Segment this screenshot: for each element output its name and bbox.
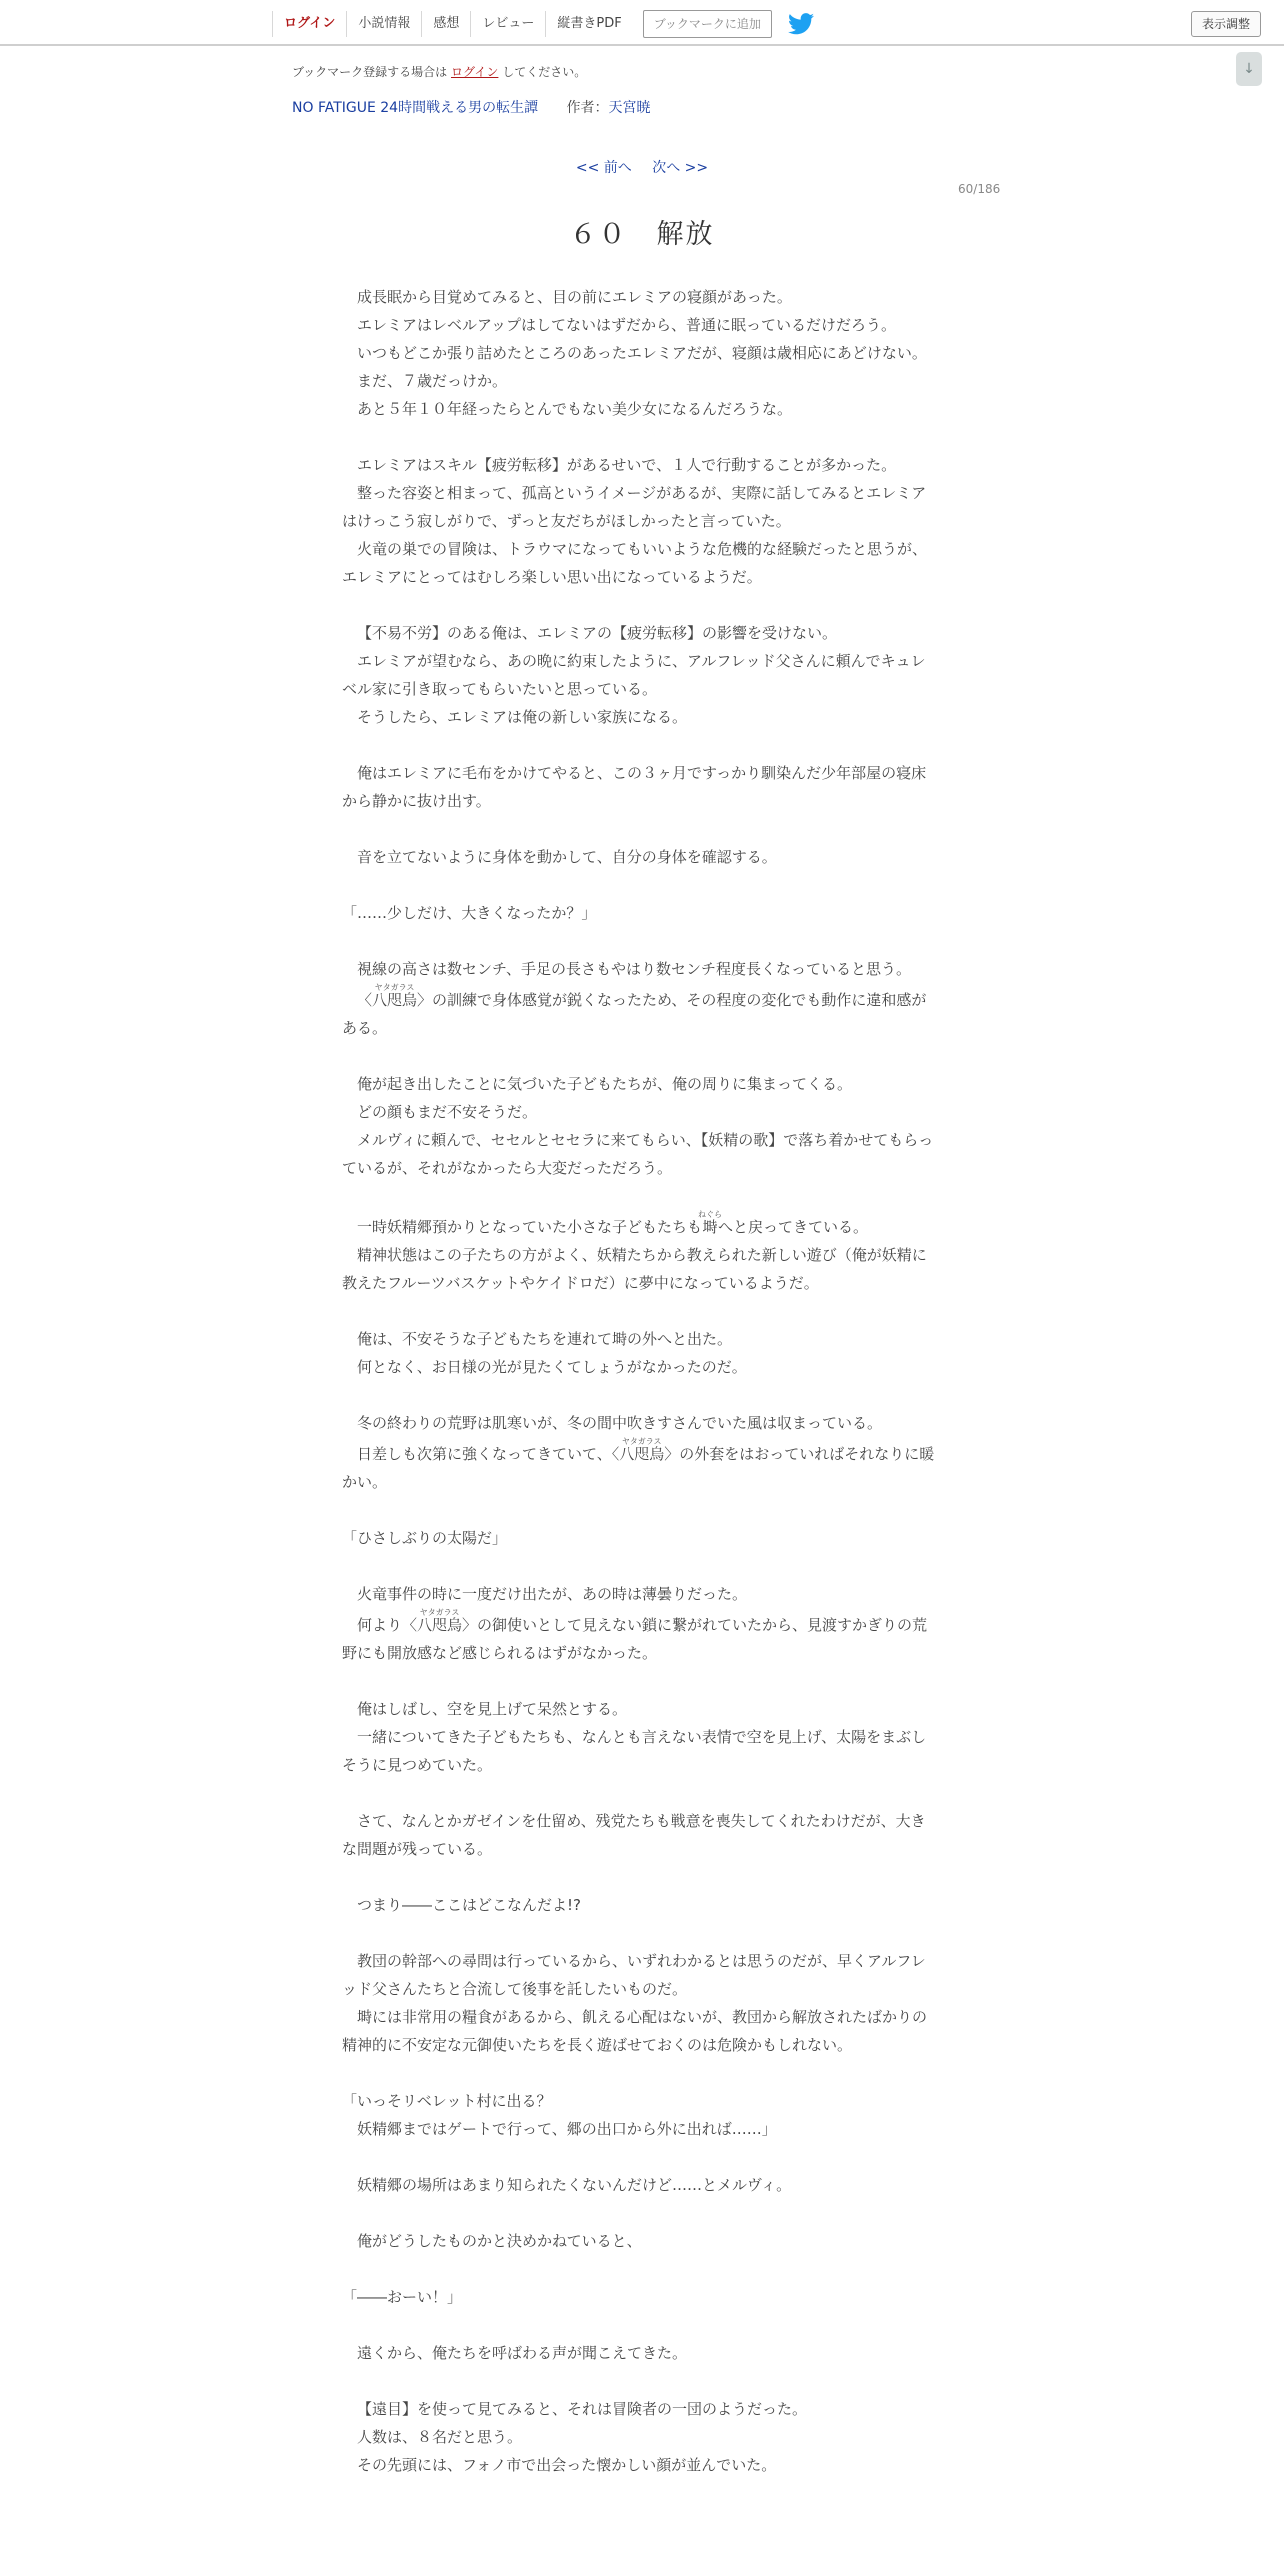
bookmark-note-login-link[interactable]: ログイン xyxy=(451,65,499,79)
body-paragraph: 精神状態はこの子たちの方がよく、妖精たちから教えられた新しい遊び（俺が妖精に教えたフルーツバスケットやケイドロだ）に夢中になっているようだ。 xyxy=(342,1246,927,1292)
display-settings-button[interactable]: 表示調整 xyxy=(1191,11,1261,37)
ruby-reading: ねぐら xyxy=(698,1210,723,1219)
body-paragraph: 遠くから、俺たちを呼ばわる声が聞こえてきた。 xyxy=(357,2344,688,2362)
blank-line xyxy=(342,1863,936,1891)
body-paragraph: 視線の高さは数センチ、手足の長さもやはり数センチ程度長くなっていると思う。 xyxy=(357,960,911,978)
chapter-pager xyxy=(0,157,1284,177)
ruby-base: 塒 xyxy=(698,1218,722,1236)
blank-line xyxy=(342,1496,936,1524)
body-paragraph: 【不易不労】のある俺は、エレミアの【疲労転移】の影響を受けない。 xyxy=(357,624,838,642)
body-paragraph: 妖精郷の場所はあまり知られたくないんだけど……とメルヴィ。 xyxy=(357,2176,792,2194)
paragraph-text: 一時妖精郷預かりとなっていた小さな子どもたちも xyxy=(357,1218,703,1236)
body-paragraph: メルヴィに頼んで、セセルとセセラに来てもらい、【妖精の歌】で落ち着かせてもらっているが、それがなかったら大変だっただろう。 xyxy=(342,1131,934,1177)
blank-line xyxy=(342,815,936,843)
novel-title-link[interactable]: NO FATIGUE 24時間戦える男の転生譚 xyxy=(292,100,539,116)
ruby-base: 八咫烏 xyxy=(372,991,418,1009)
blank-line xyxy=(342,2367,936,2395)
ruby-base: 八咫烏 xyxy=(619,1445,665,1463)
body-paragraph: つまり――ここはどこなんだよ!? xyxy=(357,1896,581,1914)
body-paragraph: 塒には非常用の糧食があるから、飢える心配はないが、教団から解放されたばかりの精神的に不安定な元御使いたちを長く遊ばせておくのは危険かもしれない。 xyxy=(342,2008,928,2054)
body-paragraph: 俺がどうしたものかと決めかねていると、 xyxy=(357,2232,642,2250)
blank-line xyxy=(342,2311,936,2339)
body-paragraph: 俺はエレミアに毛布をかけてやると、この３ヶ月ですっかり馴染んだ少年部屋の寝床から静かに抜け出す。 xyxy=(342,764,927,810)
blank-line xyxy=(342,1552,936,1580)
body-paragraph: 教団の幹部への尋問は行っているから、いずれわかるとは思うのだが、早くアルフレッド父さんたちと合流して後事を託したいものだ。 xyxy=(342,1952,926,1998)
body-paragraph: 俺が起き出したことに気づいた子どもたちが、俺の周りに集まってくる。 xyxy=(357,1075,853,1093)
paragraph-text: 〉の外套をはおっていればそれなりに暖かい。 xyxy=(342,1445,935,1491)
nav-novel-info-link[interactable]: 小説情報 xyxy=(346,11,421,37)
blank-line xyxy=(342,2143,936,2171)
blank-line xyxy=(342,731,936,759)
body-paragraph: 一緒についてきた子どもたちも、なんとも言えない表情で空を見上げ、太陽をまぶしそうに見つめていた。 xyxy=(342,1728,927,1774)
body-paragraph xyxy=(342,1608,936,1667)
body-paragraph: 音を立てないように身体を動かして、自分の身体を確認する。 xyxy=(357,848,777,866)
body-paragraph: そうしたら、エレミアは俺の新しい家族になる。 xyxy=(357,708,688,726)
body-paragraph: 何となく、お日様の光が見たくてしょうがなかったのだ。 xyxy=(357,1358,747,1376)
blank-line xyxy=(342,2255,936,2283)
paragraph-text: へと戻ってきている。 xyxy=(718,1218,869,1236)
ruby-term xyxy=(619,1437,665,1463)
ruby-base: 八咫烏 xyxy=(417,1616,463,1634)
body-paragraph: 火竜事件の時に一度だけ出たが、あの時は薄曇りだった。 xyxy=(357,1585,748,1603)
chapter-page-count: 60/186 xyxy=(958,182,1001,196)
blank-line xyxy=(342,1919,936,1947)
paragraph-text: 〉の訓練で身体感覚が鋭くなったため、その程度の変化でも動作に違和感がある。 xyxy=(342,991,927,1037)
body-paragraph: 整った容姿と相まって、孤高というイメージがあるが、実際に話してみるとエレミアはけっこう寂しがりで、ずっと友だちがほしかったと言っていた。 xyxy=(342,484,927,530)
ruby-term xyxy=(698,1210,723,1236)
next-chapter-link[interactable]: 次へ >> xyxy=(652,160,709,176)
bookmark-note-prefix: ブックマーク登録する場合は xyxy=(292,65,448,79)
author-label: 作者： xyxy=(566,100,609,116)
paragraph-text: 何より〈 xyxy=(357,1616,418,1634)
author-link[interactable]: 天宮暁 xyxy=(608,100,651,116)
blank-line xyxy=(342,871,936,899)
body-paragraph: 妖精郷まではゲートで行って、郷の出口から外に出れば……」 xyxy=(357,2120,777,2138)
blank-line xyxy=(342,1381,936,1409)
body-paragraph: どの顔もまだ不安そうだ。 xyxy=(357,1103,538,1121)
body-paragraph: その先頭には、フォノ市で出会った懐かしい顔が並んでいた。 xyxy=(357,2456,777,2474)
body-paragraph: 「ひさしぶりの太陽だ」 xyxy=(342,1529,508,1547)
add-bookmark-button[interactable]: ブックマークに追加 xyxy=(643,10,772,38)
body-paragraph: あと５年１０年経ったらとんでもない美少女になるんだろうな。 xyxy=(357,400,793,418)
blank-line xyxy=(342,1779,936,1807)
body-paragraph: 「……少しだけ、大きくなったか？」 xyxy=(342,904,597,922)
site-header xyxy=(0,0,1284,46)
body-paragraph: 【遠目】を使って見てみると、それは冒険者の一団のようだった。 xyxy=(357,2400,808,2418)
scroll-down-icon[interactable]: ↓ xyxy=(1236,52,1262,86)
body-paragraph xyxy=(342,1437,936,1496)
body-paragraph xyxy=(342,1210,936,1241)
blank-line xyxy=(342,1667,936,1695)
body-paragraph: 冬の終わりの荒野は肌寒いが、冬の間中吹きすさんでいた風は収まっている。 xyxy=(357,1414,883,1432)
bookmark-note-suffix: してください。 xyxy=(502,65,587,79)
ruby-term xyxy=(372,983,418,1009)
bookmark-login-note xyxy=(292,63,586,80)
ruby-term xyxy=(417,1608,463,1634)
blank-line xyxy=(342,927,936,955)
body-paragraph: 成長眠から目覚めてみると、目の前にエレミアの寝顔があった。 xyxy=(357,288,792,306)
body-paragraph: 俺はしばし、空を見上げて呆然とする。 xyxy=(357,1700,628,1718)
blank-line xyxy=(342,1182,936,1210)
twitter-icon[interactable] xyxy=(788,13,814,35)
header-nav xyxy=(272,10,814,38)
blank-line xyxy=(342,2199,936,2227)
paragraph-text: 日差しも次第に強くなってきていて、〈 xyxy=(357,1445,620,1463)
ruby-reading: ヤタガラス xyxy=(619,1437,665,1446)
nav-review-link[interactable]: レビュー xyxy=(470,11,545,37)
ruby-reading: ヤタガラス xyxy=(417,1608,463,1617)
body-paragraph: 人数は、８名だと思う。 xyxy=(357,2428,523,2446)
novel-info-line xyxy=(292,97,651,117)
body-paragraph: 俺は、不安そうな子どもたちを連れて塒の外へと出た。 xyxy=(357,1330,733,1348)
body-paragraph xyxy=(342,983,936,1042)
body-paragraph: さて、なんとかガゼインを仕留め、残党たちも戦意を喪失してくれたわけだが、大きな問題が残っている。 xyxy=(342,1812,926,1858)
ruby-reading: ヤタガラス xyxy=(372,983,418,992)
chapter-title: ６０ 解放 xyxy=(569,219,715,250)
body-paragraph: エレミアはスキル【疲労転移】があるせいで、１人で行動することが多かった。 xyxy=(357,456,897,474)
body-paragraph: 火竜の巣での冒険は、トラウマになってもいいような危機的な経験だったと思うが、エレミアにとってはむしろ楽しい思い出になっているようだ。 xyxy=(342,540,928,586)
blank-line xyxy=(342,2059,936,2087)
blank-line xyxy=(342,591,936,619)
nav-login-link[interactable]: ログイン xyxy=(272,11,346,37)
blank-line xyxy=(342,1297,936,1325)
nav-vertical-pdf-link[interactable]: 縦書きPDF xyxy=(545,11,632,37)
blank-line xyxy=(342,423,936,451)
paragraph-text: 〈 xyxy=(357,991,373,1009)
blank-line xyxy=(342,1042,936,1070)
body-paragraph: まだ、７歳だっけか。 xyxy=(357,372,508,390)
body-paragraph: 「――おーい！」 xyxy=(342,2288,463,2306)
paragraph-text: 〉の御使いとして見えない鎖に繋がれていたから、見渡すかぎりの荒野にも開放感など感じられるはずがなかった。 xyxy=(342,1616,928,1662)
nav-impressions-link[interactable]: 感想 xyxy=(421,11,470,37)
body-paragraph: 「いっそリベレット村に出る？ xyxy=(342,2092,552,2110)
body-paragraph: いつもどこか張り詰めたところのあったエレミアだが、寝顔は歳相応にあどけない。 xyxy=(357,344,927,362)
body-paragraph: エレミアが望むなら、あの晩に約束したように、アルフレッド父さんに頼んでキュレベル家に引き取ってもらいたいと思っている。 xyxy=(342,652,926,698)
prev-chapter-link[interactable]: << 前へ xyxy=(575,160,632,176)
body-paragraph: エレミアはレベルアップはしてないはずだから、普通に眠っているだけだろう。 xyxy=(357,316,896,334)
chapter-body xyxy=(342,283,936,2479)
